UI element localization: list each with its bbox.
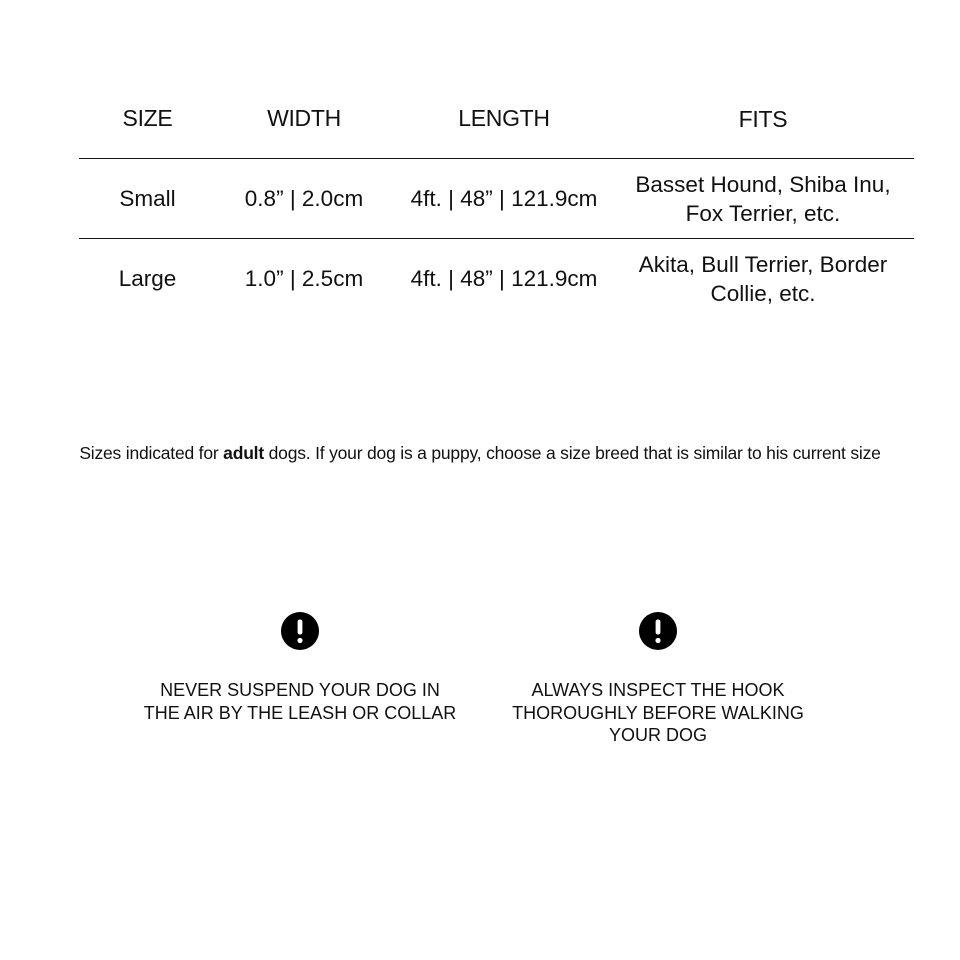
cell-fits: Basset Hound, Shiba Inu, Fox Terrier, etc. bbox=[635, 171, 891, 226]
table-row bbox=[79, 159, 914, 239]
note-text-after: dogs. If your dog is a puppy, choose a size breed that is similar to his current size bbox=[263, 443, 881, 463]
header-width: WIDTH bbox=[267, 105, 341, 131]
sizing-note bbox=[0, 443, 960, 464]
header-length: LENGTH bbox=[458, 105, 550, 131]
note-text-bold: adult bbox=[223, 443, 264, 463]
cell-fits: Akita, Bull Terrier, Border Collie, etc. bbox=[638, 251, 888, 306]
warning-text: ALWAYS INSPECT THE HOOK THOROUGHLY BEFORE WALKING YOUR DOG bbox=[512, 680, 804, 745]
exclamation-icon bbox=[639, 612, 677, 650]
table-header-row bbox=[79, 95, 914, 159]
cell-size: Large bbox=[118, 265, 177, 291]
cell-length: 4ft. | 48” | 121.9cm bbox=[410, 265, 598, 291]
header-size: SIZE bbox=[122, 105, 173, 131]
warning-text: NEVER SUSPEND YOUR DOG IN THE AIR BY THE LEASH OR COLLAR bbox=[143, 680, 457, 723]
exclamation-icon bbox=[281, 612, 319, 650]
cell-width: 1.0” | 2.5cm bbox=[244, 265, 364, 291]
cell-width: 0.8” | 2.0cm bbox=[244, 185, 364, 211]
warning-inspect-hook bbox=[498, 612, 818, 747]
cell-size: Small bbox=[119, 185, 176, 211]
table-row bbox=[79, 239, 914, 318]
size-chart-table bbox=[79, 95, 914, 318]
note-text-before: Sizes indicated for bbox=[79, 443, 224, 463]
cell-length: 4ft. | 48” | 121.9cm bbox=[410, 185, 598, 211]
warning-suspend bbox=[140, 612, 460, 724]
header-fits: FITS bbox=[738, 106, 788, 132]
